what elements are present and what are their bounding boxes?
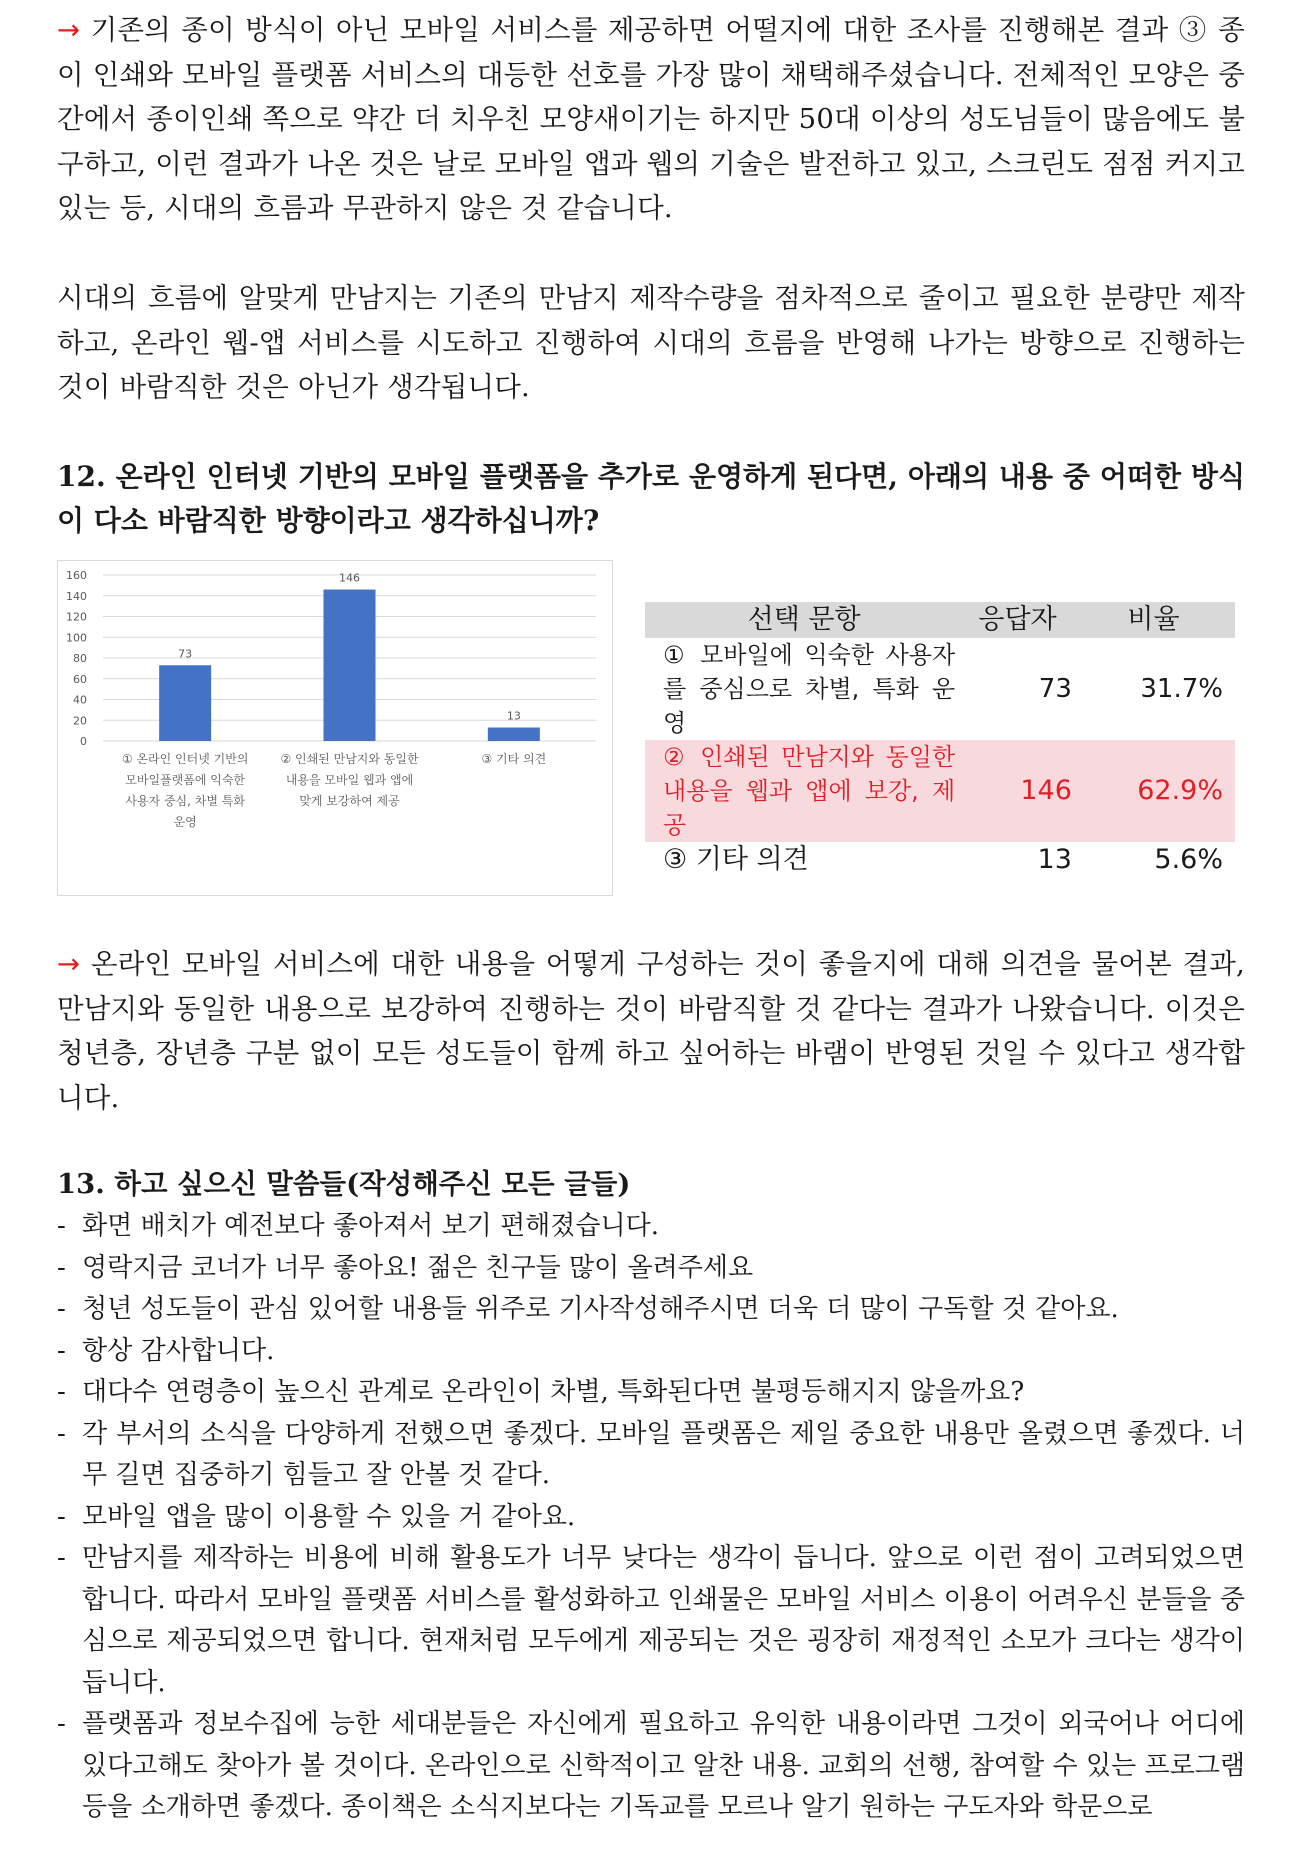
y-tick-label: 100 xyxy=(66,631,87,645)
x-tick-label: 맞게 보강하여 제공 xyxy=(299,793,400,808)
x-tick-label: ① 온라인 인터넷 기반의 xyxy=(121,751,249,766)
arrow-icon: → xyxy=(57,947,81,980)
y-tick-label: 60 xyxy=(73,672,87,686)
table-header-row xyxy=(645,602,1235,638)
option-cell: ② 인쇄된 만남지와 동일한 내용을 웹과 앱에 보강, 제공 xyxy=(645,740,963,842)
table-row-highlighted xyxy=(645,740,1235,842)
paragraph-text: 온라인 모바일 서비스에 대한 내용을 어떻게 구성하는 것이 좋을지에 대해 의견을 물어본 결과, 만남지와 동일한 내용으로 보강하여 진행하는 것이 바람직할 것 같다는 결과가 나왔습니다. 이것은 청년층, 장년층 구분 없이 모든 성도들이 함께 하고 싶어하는 바램이 반영된 것일 수 있다고 생각합니다. xyxy=(57,947,1245,1114)
bar xyxy=(488,727,540,740)
header-ratio: 비율 xyxy=(1072,602,1235,638)
data-label: 146 xyxy=(339,571,360,585)
x-tick-label: 사용자 중심, 차별 특화 xyxy=(125,793,245,808)
comment-item: - 만남지를 제작하는 비용에 비해 활용도가 너무 낮다는 생각이 듭니다. 앞으로 이런 점이 고려되었으면 합니다. 따라서 모바일 플랫폼 서비스를 활성화하고 인쇄물은 모바일 서비스 이용이 어려우신 분들을 중심으로 제공되었으면 합니다. 현재처럼 모두에게 제공되는 것은 굉장히 재정적인 소모가 크다는 생각이 듭니다. xyxy=(57,1538,1245,1704)
question-12-heading: 12. 온라인 인터넷 기반의 모바일 플랫폼을 추가로 운영하게 된다면, 아래의 내용 중 어떠한 방식이 다소 바람직한 방향이라고 생각하십니까? xyxy=(57,459,1245,538)
comment-item: - 화면 배치가 예전보다 좋아져서 보기 편해졌습니다. xyxy=(57,1206,1245,1248)
bar xyxy=(324,589,376,740)
question-12-figure xyxy=(57,560,1245,920)
bar xyxy=(159,665,211,741)
data-label: 13 xyxy=(506,709,521,723)
paragraph-online-content xyxy=(57,942,1245,1120)
y-tick-label: 20 xyxy=(73,714,87,728)
option-cell: ③ 기타 의견 xyxy=(663,843,809,875)
header-option: 선택 문항 xyxy=(645,602,963,638)
document-page xyxy=(57,8,1245,1829)
comment-list xyxy=(57,1206,1245,1829)
y-tick-label: 40 xyxy=(73,693,87,707)
arrow-icon: → xyxy=(57,14,81,46)
comment-item: - 항상 감사합니다. xyxy=(57,1331,1245,1373)
x-tick-label: 운영 xyxy=(173,814,197,829)
y-tick-label: 120 xyxy=(66,610,87,624)
section-13-heading: 13. 하고 싶으신 말씀들(작성해주신 모든 글들) xyxy=(57,1168,631,1201)
bar-chart xyxy=(57,560,613,896)
count-cell: 146 xyxy=(963,740,1072,842)
option-cell: ① 모바일에 익숙한 사용자를 중심으로 차별, 특화 운영 xyxy=(663,640,956,737)
comment-item: - 대다수 연령층이 높으신 관계로 온라인이 차별, 특화된다면 불평등해지지 않을까요? xyxy=(57,1372,1245,1414)
data-label: 73 xyxy=(178,647,193,661)
y-tick-label: 140 xyxy=(66,589,87,603)
comment-item: - 모바일 앱을 많이 이용할 수 있을 거 같아요. xyxy=(57,1497,1245,1539)
x-tick-label: 내용을 모바일 웹과 앱에 xyxy=(285,772,414,787)
x-tick-label: ③ 기타 의견 xyxy=(481,751,547,766)
x-tick-label: ② 인쇄된 만남지와 동일한 xyxy=(280,751,419,766)
count-cell: 73 xyxy=(1038,673,1072,704)
y-tick-label: 0 xyxy=(80,734,87,748)
bar-chart-svg xyxy=(58,561,612,895)
paragraph-survey-result xyxy=(57,8,1245,231)
comment-item: - 영락지금 코너가 너무 좋아요! 젊은 친구들 많이 올려주세요 xyxy=(57,1248,1245,1290)
paragraph-text: 기존의 종이 방식이 아닌 모바일 서비스를 제공하면 어떨지에 대한 조사를 진행해본 결과 ③ 종이 인쇄와 모바일 플랫폼 서비스의 대등한 선호를 가장 많이 채택해주셨습니다. 전체적인 모양은 중간에서 종이인쇄 쪽으로 약간 더 치우친 모양새이기는 하지만 50대 이상의 성도님들이 많음에도 불구하고, 이런 결과가 나온 것은 날로 모바일 앱과 웹의 기술은 발전하고 있고, 스크린도 점점 커지고 있는 등, 시대의 흐름과 무관하지 않은 것 같습니다. xyxy=(57,14,1245,225)
response-table xyxy=(645,602,1235,878)
comment-item: - 각 부서의 소식을 다양하게 전했으면 좋겠다. 모바일 플랫폼은 제일 중요한 내용만 올렸으면 좋겠다. 너무 길면 집중하기 힘들고 잘 안볼 것 같다. xyxy=(57,1414,1245,1497)
y-tick-label: 80 xyxy=(73,651,87,665)
y-tick-label: 160 xyxy=(66,568,87,582)
ratio-cell: 31.7% xyxy=(1140,673,1223,704)
header-count: 응답자 xyxy=(963,602,1072,638)
ratio-cell: 62.9% xyxy=(1072,740,1235,842)
table-row xyxy=(645,842,1235,878)
count-cell: 13 xyxy=(1037,843,1072,875)
comment-item: - 청년 성도들이 관심 있어할 내용들 위주로 기사작성해주시면 더욱 더 많이 구독할 것 같아요. xyxy=(57,1289,1245,1331)
comment-item: - 플랫폼과 정보수집에 능한 세대분들은 자신에게 필요하고 유익한 내용이라면 그것이 외국어나 어디에 있다고해도 찾아가 볼 것이다. 온라인으로 신학적이고 알찬 내용. 교회의 선행, 참여할 수 있는 프로그램 등을 소개하면 좋겠다. 종이책은 소식지보다는 기독교를 모르나 알기 원하는 구도자와 학문으로 xyxy=(57,1704,1245,1829)
ratio-cell: 5.6% xyxy=(1154,843,1223,875)
table-row xyxy=(645,638,1235,740)
paragraph-recommendation: 시대의 흐름에 알맞게 만남지는 기존의 만남지 제작수량을 점차적으로 줄이고 필요한 분량만 제작하고, 온라인 웹-앱 서비스를 시도하고 진행하여 시대의 흐름을 반영해 나가는 방향으로 진행하는 것이 바람직한 것은 아닌가 생각됩니다. xyxy=(57,281,1245,404)
x-tick-label: 모바일플랫폼에 익숙한 xyxy=(125,772,246,787)
